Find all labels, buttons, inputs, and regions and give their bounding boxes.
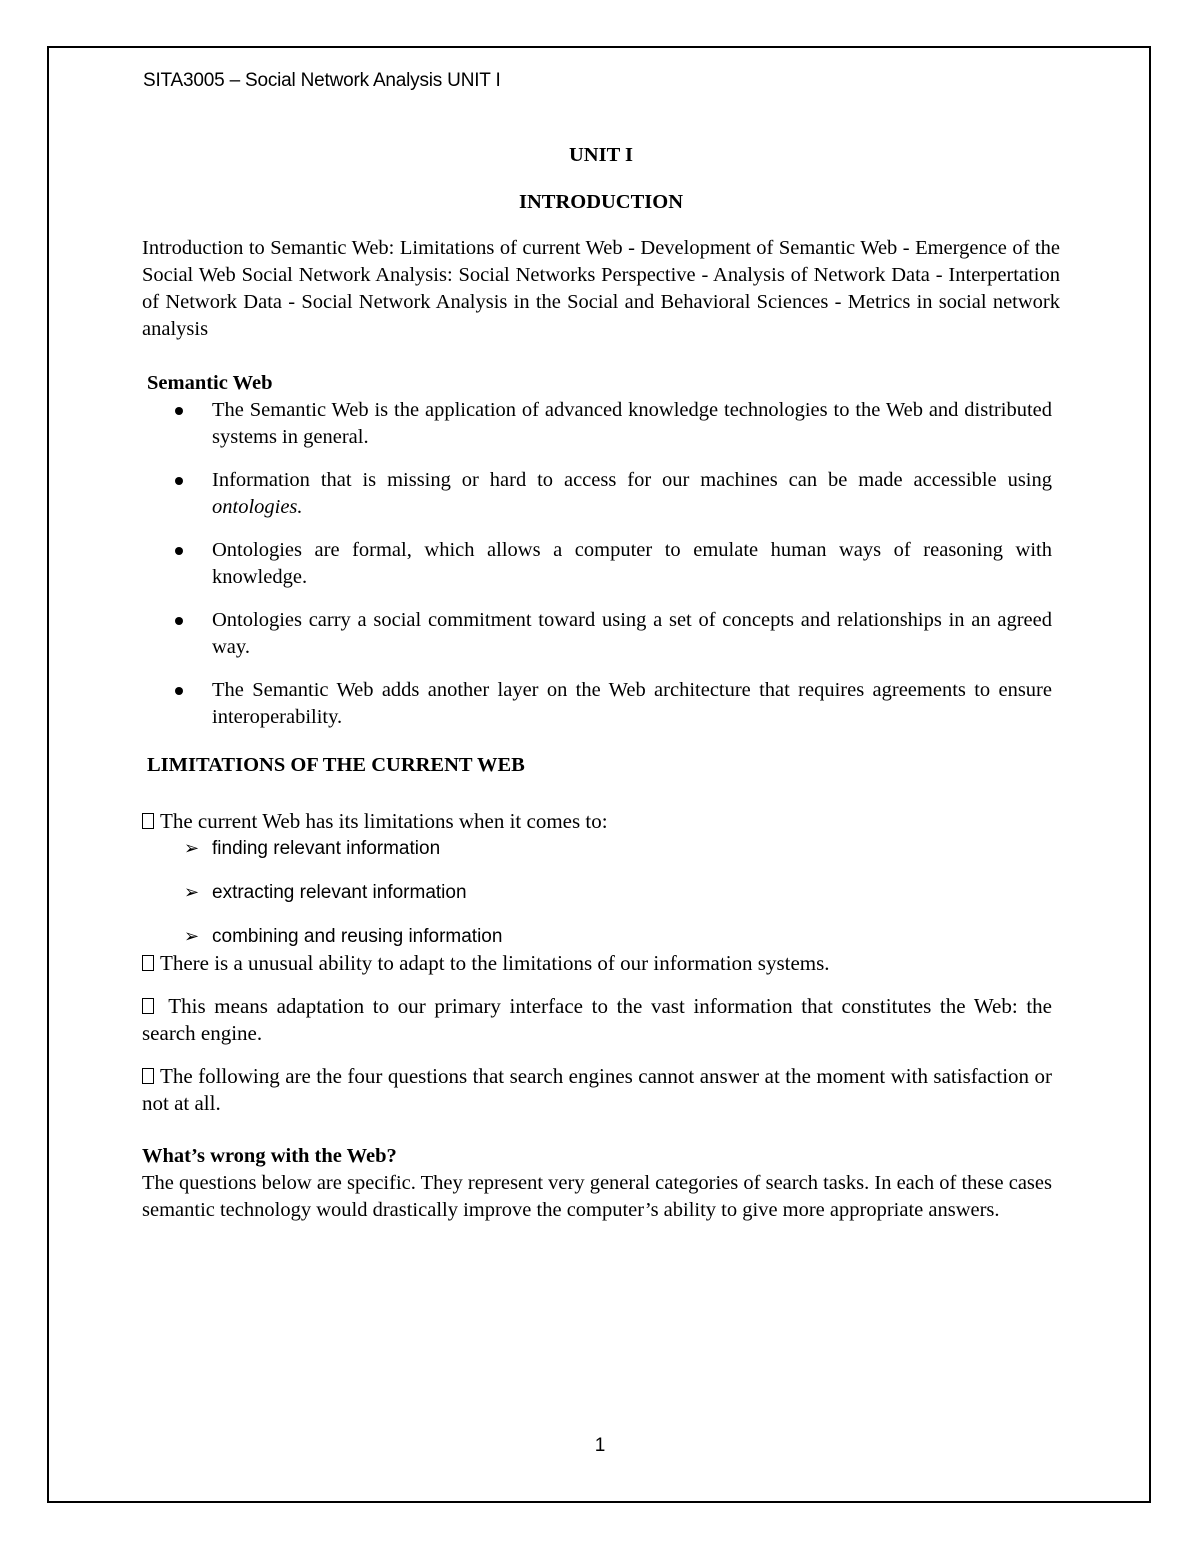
missing-glyph-icon: [142, 998, 154, 1014]
limitations-intro-text: The current Web has its limitations when it comes to:: [160, 809, 608, 833]
adaptation-paragraph: [142, 993, 1060, 1047]
missing-glyph-icon: [142, 1068, 154, 1084]
whats-wrong-paragraph: The questions below are specific. They represent very general categories of search tasks. In each of these cases semantic technology would drastically improve the computer’s ability to give more appropriate answers.: [142, 1172, 1052, 1221]
semantic-web-list: [142, 397, 1060, 731]
arrow-bullet-icon: ➢: [184, 838, 200, 858]
bullet-icon: [175, 407, 183, 415]
four-questions-text: The following are the four questions that search engines cannot answer at the moment with satisfaction or not at all.: [142, 1064, 1052, 1115]
unit-subtitle: INTRODUCTION: [518, 191, 684, 213]
arrow-bullet-icon: ➢: [184, 882, 200, 902]
list-item-text: combining and reusing information: [212, 926, 503, 947]
whats-wrong-heading: What’s wrong with the Web?: [142, 1145, 397, 1167]
limitations-list: [142, 835, 1060, 950]
missing-glyph-icon: [142, 955, 154, 971]
list-item: [142, 835, 1060, 862]
bullet-icon: [175, 547, 183, 555]
arrow-bullet-icon: ➢: [184, 926, 200, 946]
list-item: [142, 537, 1060, 591]
bullet-icon: [175, 687, 183, 695]
list-item: [142, 397, 1060, 451]
four-questions-paragraph: [142, 1063, 1060, 1117]
adaptation-text: This means adaptation to our primary interface to the vast information that constitutes the Web: the search engine.: [142, 994, 1052, 1045]
list-item-text: Information that is missing or hard to access for our machines can be made accessible using: [212, 469, 1052, 491]
list-item: [142, 607, 1060, 661]
page-content: [142, 138, 1060, 1224]
list-item: [142, 677, 1060, 731]
semantic-web-heading: Semantic Web: [147, 372, 273, 394]
bullet-icon: [175, 477, 183, 485]
list-item-text: The Semantic Web is the application of advanced knowledge technologies to the Web and distributed systems in general.: [212, 399, 1052, 448]
list-item-text: extracting relevant information: [212, 882, 467, 903]
list-item-text: Ontologies are formal, which allows a computer to emulate human ways of reasoning with knowledge.: [212, 539, 1052, 588]
list-item-text: finding relevant information: [212, 838, 441, 859]
list-item-italic-term: ontologies.: [212, 496, 303, 518]
list-item: [142, 467, 1060, 521]
bullet-icon: [175, 617, 183, 625]
intro-paragraph: Introduction to Semantic Web: Limitations of current Web - Development of Semantic Web - Emergence of the Social Web Social Network Analysis: Social Networks Perspective - Analysis of Network Data - Interpertation of Network Data - Social Network Analysis in the Social and Behavioral Sciences - Metrics in social network analysis: [142, 237, 1060, 340]
list-item-text: The Semantic Web adds another layer on the Web architecture that requires agreements to ensure interoperability.: [212, 679, 1052, 728]
list-item: [142, 923, 1060, 950]
unusual-ability-paragraph: [142, 950, 1060, 977]
page-number: 1: [594, 1435, 606, 1456]
unusual-ability-text: There is a unusual ability to adapt to the limitations of our information systems.: [160, 951, 830, 975]
missing-glyph-icon: [142, 813, 154, 829]
list-item: [142, 879, 1060, 906]
running-header: SITA3005 – Social Network Analysis UNIT I: [143, 70, 501, 91]
unit-title: UNIT I: [569, 144, 633, 166]
limitations-intro: [142, 808, 1060, 835]
limitations-heading: LIMITATIONS OF THE CURRENT WEB: [147, 754, 525, 776]
list-item-text: Ontologies carry a social commitment toward using a set of concepts and relationships in an agreed way.: [212, 609, 1052, 658]
